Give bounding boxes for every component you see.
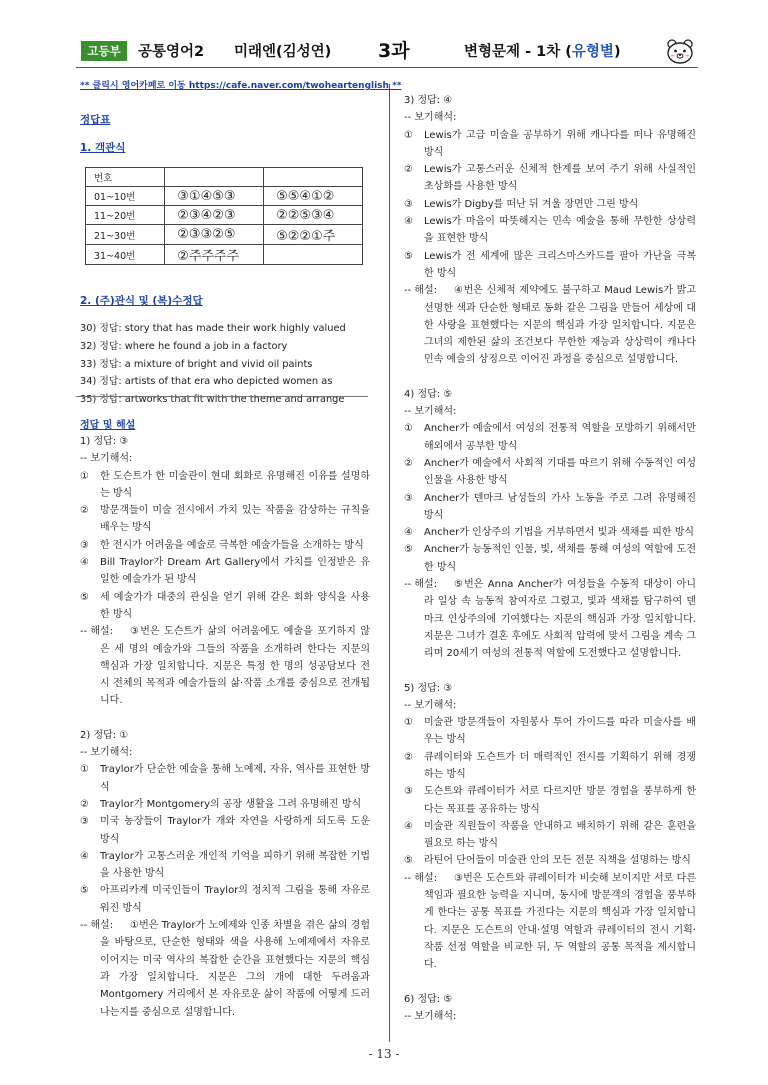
option-item bbox=[80, 882, 370, 917]
option-text: 미국 농장들이 Traylor가 개와 자연을 사랑하게 되도록 도운 방식 bbox=[100, 816, 370, 845]
question-4 bbox=[404, 386, 696, 663]
header-type-accent: 유형별 bbox=[571, 44, 614, 60]
option-item bbox=[80, 813, 370, 848]
option-number: ③ bbox=[80, 816, 89, 828]
header-subject: 공통영어2 bbox=[138, 44, 205, 60]
translation-label: -- 보기해석: bbox=[404, 1010, 457, 1022]
option-text: 한 전시가 어려움을 예술로 극복한 예술가들을 소개하는 방식 bbox=[100, 539, 364, 551]
table-row bbox=[86, 245, 363, 265]
option-number: ① bbox=[80, 764, 89, 776]
explanation-item bbox=[404, 576, 696, 662]
range-cell: 11~20번 bbox=[86, 206, 165, 225]
answer-cell: ②②⑤③④ bbox=[264, 206, 363, 225]
range-cell: 21~30번 bbox=[86, 225, 165, 245]
explanation-text: ⑤번은 Anna Ancher가 여성들을 수동적 대상이 아니라 일상 속 능동적 참여자로 그렸고, 빛과 색채를 탐구하여 덴마크 인상주의에 기여했다는 지문의 핵심과 가장 일치합니다. 지문은 그녀가 결혼 후에도 사회적 압력에 맞서 그림을 계속 그리며 20세기 여성의 전통적 역할에 도전했다고 설명합니다. bbox=[424, 579, 696, 660]
grade-badge: 고등부 bbox=[81, 41, 127, 61]
answer-line: 1) 정답: ③ bbox=[80, 436, 129, 447]
option-text: Ancher가 능동적인 인물, 빛, 색채를 통해 여성의 역할에 도전한 방식 bbox=[424, 544, 696, 573]
option-item bbox=[80, 796, 370, 813]
column-divider bbox=[389, 84, 390, 1042]
answer-line: 2) 정답: ① bbox=[80, 729, 129, 741]
header-lesson: 3과 bbox=[378, 40, 410, 62]
answer-cell: ②③④②③ bbox=[165, 206, 264, 225]
option-item bbox=[404, 818, 696, 853]
table-header-row bbox=[86, 168, 363, 187]
option-number: ② bbox=[80, 798, 89, 810]
option-text: Traylor가 Montgomery의 공장 생활을 그려 유명해진 방식 bbox=[100, 798, 362, 810]
option-number: ③ bbox=[404, 492, 413, 504]
question-2 bbox=[80, 727, 370, 1021]
option-number: ④ bbox=[404, 216, 413, 228]
table-header-cell bbox=[264, 168, 363, 187]
option-number: ⑤ bbox=[404, 544, 413, 556]
option-item bbox=[80, 761, 370, 796]
option-text: 방문객들이 미술 전시에서 가치 있는 작품을 감상하는 규칙을 배우는 방식 bbox=[100, 505, 370, 534]
short-answer-title: 2. (주)관식 및 (복)수정답 bbox=[80, 295, 203, 307]
answer-line: 3) 정답: ④ bbox=[404, 95, 453, 106]
option-item bbox=[404, 127, 696, 162]
answer-cell: ⑤⑤④①② bbox=[264, 187, 363, 206]
explanation-title: 정답 및 해설 bbox=[80, 420, 136, 431]
explanation-text: ③번은 도슨트가 삶의 어려움에도 예술을 포기하지 않은 세 명의 예술가와 그들의 작품을 소개하려 한다는 지문의 핵심과 가장 일치합니다. 지문은 특정 한 명의 성공담보다 전시 전체의 목적과 예술가들의 삶·작품 소개를 중심으로 전개됩니다. bbox=[100, 626, 370, 707]
option-text: Ancher가 예술에서 사회적 기대를 따르기 위해 수동적인 여성 인물을 사용한 방식 bbox=[424, 457, 696, 487]
explanation-left-column bbox=[80, 416, 370, 1038]
question-1 bbox=[80, 433, 370, 710]
table-header-cell bbox=[165, 168, 264, 187]
option-text: Lewis가 전 세계에 많은 크리스마스카드를 팔아 가난을 극복한 방식 bbox=[424, 250, 696, 279]
translation-label: -- 보기해석: bbox=[80, 747, 133, 759]
option-number: ⑤ bbox=[404, 855, 413, 867]
option-number: ⑤ bbox=[80, 885, 89, 897]
option-number: ② bbox=[80, 505, 89, 517]
bear-mascot-icon bbox=[664, 36, 696, 66]
option-number: ④ bbox=[80, 557, 89, 569]
option-number: ④ bbox=[80, 850, 89, 862]
explanation-label: -- 해설: bbox=[404, 872, 438, 884]
explanation-item bbox=[80, 623, 370, 709]
explanation-text: ④번은 신체적 제약에도 불구하고 Maud Lewis가 밝고 선명한 색과 단순한 형태로 동화 같은 그림을 만들어 세상에 대한 사랑을 표현했다는 지문의 핵심과 가장 일치합니다. 지문은 그녀의 제한된 삶의 조건보다 무한한 재능과 상상력이 캐나다 민속 예술의 상징으로 이어진 과정을 중심으로 설명합니다. bbox=[424, 285, 696, 366]
short-answer: 30) 정답: story that has made their work highly valued bbox=[80, 323, 346, 334]
option-text: 도슨트와 큐레이터가 서로 다르지만 방문 경험을 풍부하게 한다는 목표를 공유하는 방식 bbox=[424, 786, 696, 815]
answer-line: 5) 정답: ③ bbox=[404, 682, 453, 694]
explanation-item bbox=[80, 917, 370, 1021]
option-text: 아프리카계 미국인들이 Traylor의 정치적 그림을 통해 자유로워진 방식 bbox=[100, 885, 370, 914]
option-text: Lewis가 마음이 따뜻해지는 민속 예술을 통해 무한한 상상력을 표현한 방식 bbox=[424, 216, 696, 245]
answer-cell: ③①④⑤③ bbox=[165, 187, 264, 206]
option-text: Bill Traylor가 Dream Art Gallery에서 가치를 인정받은 유일한 예술가가 된 방식 bbox=[100, 557, 370, 586]
header-type-suffix: ) bbox=[613, 44, 621, 60]
option-number: ② bbox=[404, 751, 413, 763]
answer-cell: ⑤②②①주 bbox=[264, 225, 363, 245]
explanation-item bbox=[404, 282, 696, 368]
option-item bbox=[80, 848, 370, 883]
explanation-text: ①번은 Traylor가 노예제와 인종 차별을 겪은 삶의 경험을 바탕으로, 단순한 형태와 색을 사용해 노예제에서 자유로 이어지는 미국 역사의 복잡한 순간을 표현했다는 지문의 핵심과 가장 일치합니다. 지문은 그의 개에 대한 두려움과 Montgomery 거리에서 본 자유로운 삶이 작품에 어떻게 드러나는지를 중심으로 설명합니다. bbox=[100, 920, 370, 1018]
translation-label: -- 보기해석: bbox=[404, 406, 457, 418]
explanation-item bbox=[404, 870, 696, 974]
option-text: Lewis가 Digby를 떠난 뒤 겨울 장면만 그린 방식 bbox=[424, 198, 639, 210]
answer-line: 6) 정답: ⑤ bbox=[404, 993, 453, 1005]
option-item bbox=[404, 783, 696, 818]
answer-cell: ②주주주주 bbox=[165, 245, 264, 265]
answer-table bbox=[85, 167, 363, 265]
option-text: Ancher가 인상주의 기법을 거부하면서 빛과 색채를 피한 방식 bbox=[424, 527, 695, 539]
option-item bbox=[404, 420, 696, 455]
page-number: - 13 - bbox=[368, 1047, 400, 1061]
option-number: ② bbox=[404, 164, 413, 176]
option-item bbox=[404, 490, 696, 525]
option-item bbox=[80, 554, 370, 589]
option-item bbox=[404, 248, 696, 283]
table-row bbox=[86, 225, 363, 245]
range-cell: 31~40번 bbox=[86, 245, 165, 265]
option-text: Traylor가 고통스러운 개인적 기억을 피하기 위해 복잡한 기법을 사용한 방식 bbox=[100, 850, 370, 880]
option-number: ① bbox=[404, 717, 413, 729]
table-row bbox=[86, 206, 363, 225]
option-item bbox=[404, 714, 696, 749]
option-number: ⑤ bbox=[404, 250, 413, 262]
option-item bbox=[404, 455, 696, 490]
option-item bbox=[80, 468, 370, 503]
answer-line: 4) 정답: ⑤ bbox=[404, 388, 453, 400]
option-text: Lewis가 고통스러운 신체적 한계를 보여 주기 위해 사실적인 초상화를 사용한 방식 bbox=[424, 164, 696, 193]
section-rule bbox=[76, 396, 368, 397]
header-textbook: 미래엔(김성연) bbox=[234, 44, 332, 60]
option-number: ① bbox=[80, 470, 89, 482]
translation-label: -- 보기해석: bbox=[404, 699, 457, 711]
option-text: 미술관 방문객들이 자원봉사 투어 가이드를 따라 미술사를 배우는 방식 bbox=[424, 717, 696, 746]
option-number: ① bbox=[404, 129, 413, 141]
short-answer: 35) 정답: artworks that fit with the theme and arrange bbox=[80, 394, 345, 406]
answer-key-section bbox=[80, 78, 402, 409]
option-item bbox=[404, 213, 696, 248]
option-text: Traylor가 단순한 예술을 통해 노예제, 자유, 역사를 표현한 방식 bbox=[100, 764, 370, 793]
range-cell: 01~10번 bbox=[86, 187, 165, 206]
short-answer: 34) 정답: artists of that era who depicted women as bbox=[80, 376, 333, 388]
table-row bbox=[86, 187, 363, 206]
translation-label: -- 보기해석: bbox=[404, 112, 457, 124]
explanation-right-column bbox=[404, 92, 696, 1025]
multiple-choice-title: 1. 객관식 bbox=[80, 142, 126, 154]
explanation-label: -- 해설: bbox=[80, 626, 114, 638]
option-text: 미술관 직원들이 작품을 안내하고 배치하기 위해 같은 훈련을 필요로 하는 방식 bbox=[424, 820, 696, 850]
option-number: ④ bbox=[404, 820, 413, 832]
option-number: ③ bbox=[404, 198, 413, 210]
option-text: 세 예술가가 대중의 관심을 얻기 위해 같은 회화 양식을 사용한 방식 bbox=[100, 591, 370, 620]
page-header bbox=[76, 36, 698, 66]
answer-cell bbox=[264, 245, 363, 265]
option-item bbox=[404, 196, 696, 213]
option-item bbox=[404, 852, 696, 869]
explanation-label: -- 해설: bbox=[80, 920, 114, 932]
table-header-cell: 번호 bbox=[86, 168, 165, 187]
option-text: Ancher가 덴마크 남성들의 가사 노동을 주로 그려 유명해진 방식 bbox=[424, 492, 696, 521]
option-item bbox=[404, 161, 696, 196]
cafe-link[interactable]: ** 클릭시 영어카페로 이동 https://cafe.naver.com/twoheartenglish ** bbox=[80, 81, 402, 91]
question-6 bbox=[404, 991, 696, 1026]
option-number: ① bbox=[404, 423, 413, 435]
header-type-prefix: 변형문제 - 1차 ( bbox=[464, 44, 572, 60]
answer-cell: ②③③②⑤ bbox=[165, 225, 264, 245]
option-text: Lewis가 고급 미술을 공부하기 위해 캐나다를 떠나 유명해진 방식 bbox=[424, 129, 696, 158]
option-item bbox=[404, 749, 696, 784]
short-answer: 32) 정답: where he found a job in a factory bbox=[80, 340, 288, 352]
option-item bbox=[404, 524, 696, 541]
explanation-text: ③번은 도슨트와 큐레이터가 비슷해 보이지만 서로 다른 책임과 필요한 능력을 지니며, 동시에 방문객의 경험을 풍부하게 한다는 공통 목표를 가진다는 지문의 핵심과 가장 일치합니다. 지문은 도슨트의 안내·설명 역할과 큐레이터의 전시 기획·작품 선정 역할을 비교한 뒤, 두 역할의 공통 목적을 제시합니다. bbox=[424, 872, 696, 971]
short-answer: 33) 정답: a mixture of bright and vivid oil paints bbox=[80, 358, 313, 370]
option-number: ⑤ bbox=[80, 591, 89, 603]
explanation-label: -- 해설: bbox=[404, 579, 438, 591]
option-number: ④ bbox=[404, 527, 413, 539]
option-text: Ancher가 예술에서 여성의 전통적 역할을 모방하기 위해서만 해외에서 공부한 방식 bbox=[424, 423, 696, 452]
option-text: 한 도슨트가 한 미술관이 현대 회화로 유명해진 이유를 설명하는 방식 bbox=[100, 470, 370, 499]
translation-label: -- 보기해석: bbox=[80, 453, 133, 465]
option-item bbox=[404, 541, 696, 576]
option-item bbox=[80, 537, 370, 554]
answer-table-title: 정답표 bbox=[80, 114, 111, 126]
option-item bbox=[80, 589, 370, 624]
question-5 bbox=[404, 680, 696, 974]
header-rule bbox=[76, 67, 698, 68]
option-text: 라틴어 단어들이 미술관 안의 모든 전문 직책을 설명하는 방식 bbox=[424, 855, 691, 867]
option-text: 큐레이터와 도슨트가 더 매력적인 전시를 기획하기 위해 경쟁하는 방식 bbox=[424, 751, 696, 780]
header-type bbox=[464, 40, 621, 61]
explanation-label: -- 해설: bbox=[404, 285, 438, 297]
question-3 bbox=[404, 92, 696, 369]
option-number: ③ bbox=[404, 786, 413, 798]
option-number: ② bbox=[404, 457, 413, 469]
option-number: ③ bbox=[80, 539, 89, 551]
option-item bbox=[80, 502, 370, 537]
